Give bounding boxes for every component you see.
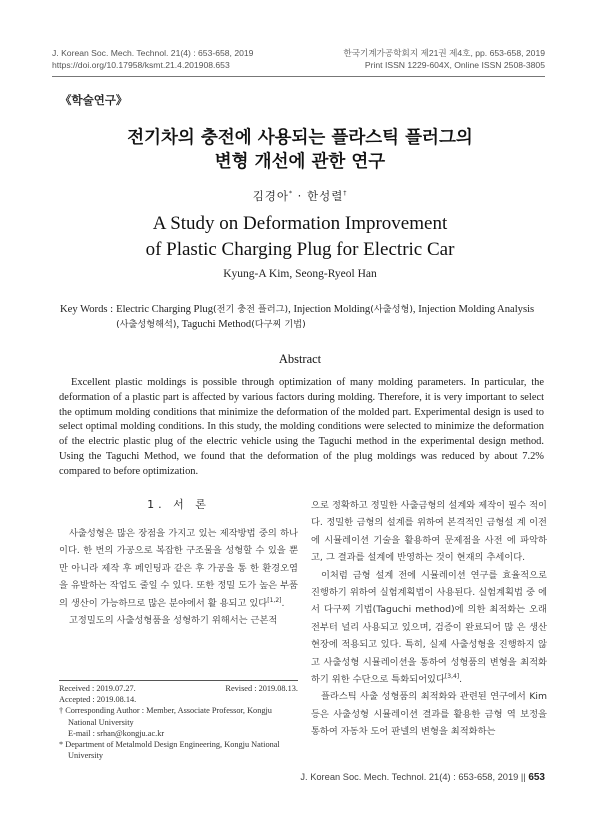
keyword-en: Electric Charging Plug bbox=[116, 304, 213, 315]
korean-title bbox=[0, 126, 600, 174]
abstract-text: Excellent plastic moldings is possible through optimization of many molding parameters. In particular, the deformation of a plastic part is affected by various factors during molding. Therefore, it is very important to select the optimum molding conditions that minimize the deformation of the molded part. Experimental design is used to select optimal molding conditions. In this study, the molding conditions were selected to minimize the deformation of the electric plastic plug of the electric vehicle using the Taguchi method in the experimental design method. Using the Taguchi Method, we found that the deformation of the plug moldings was reduced by about 7.2% compared to before optimization. bbox=[59, 377, 544, 477]
text-line: 고정밀도의 사출성형품을 성형하기 위해서는 근본적 bbox=[69, 615, 278, 627]
text-line: 있을 뿐만 아니라 제작 후 페인팅과 같은 후 가공을 통 bbox=[59, 545, 299, 574]
page-footer bbox=[300, 772, 545, 783]
department-note: * Department of Metalmold Design Engineering, Kongju National bbox=[59, 740, 280, 750]
journal-citation: J. Korean Soc. Mech. Technol. 21(4) : 653-658, 2019 bbox=[52, 48, 254, 58]
korean-authors bbox=[0, 188, 600, 204]
text-line: 적이다. 정밀한 금형의 설계를 위하여 본격적인 금형설 bbox=[311, 500, 547, 529]
author2-ko: 한성렬 bbox=[306, 189, 344, 203]
text-line: 용되고 있다 bbox=[219, 597, 268, 609]
text-line: 한 환경오염을 유발하는 작업도 줄일 수 있다. 또한 정밀 bbox=[59, 562, 298, 592]
keywords-block bbox=[60, 302, 550, 332]
keyword-en: Taguchi Method bbox=[181, 319, 252, 330]
text-line: 에 파악하고, 그 결과를 설계에 반영하는 것이 현재의 bbox=[311, 534, 547, 564]
section-tag: 《학술연구》 bbox=[60, 95, 128, 107]
english-title bbox=[0, 211, 600, 263]
text-line: 도가 높은 부품의 생산이 가능하므로 많은 분야에서 활 bbox=[59, 580, 298, 609]
text-line: 은 생산 현장에 적용되고 있다. 특히, 실제 사출성형을 bbox=[311, 621, 547, 651]
keywords-list bbox=[113, 302, 534, 332]
text-line: . bbox=[281, 597, 285, 609]
revised-date: Revised : 2019.08.13. bbox=[225, 684, 298, 693]
text-line: 오래전부터 널리 사용되고 있으며, 검증이 완료되어 많 bbox=[311, 604, 547, 633]
text-line: 계 이전에 시뮬레이션 기술을 활용하여 문제점을 사전 bbox=[311, 517, 547, 546]
corresponding-affiliation: National University bbox=[68, 717, 134, 727]
keyword-ko: (사출성형) bbox=[370, 304, 413, 315]
intro-paragraph-1 bbox=[59, 525, 298, 612]
running-header bbox=[52, 47, 545, 71]
author1-mark: * bbox=[289, 190, 294, 198]
text-line: 하나이다. 한 번의 가공으로 복잡한 구조물을 성형할 수 bbox=[59, 528, 298, 557]
abstract-heading: Abstract bbox=[278, 352, 322, 366]
text-line: 추세이다. bbox=[486, 552, 526, 564]
footer-citation: J. Korean Soc. Mech. Technol. 21(4) : 653-658, 2019 || bbox=[300, 772, 526, 782]
right-paragraph-2 bbox=[311, 567, 547, 689]
keyword-ko: (다구찌 기법) bbox=[251, 319, 306, 330]
keyword-separator: , bbox=[288, 304, 294, 315]
received-date: Received : 2019.07.27. bbox=[59, 684, 136, 693]
text-line: 진행하기 위하여 실험계획법이 사용된다. 실험계획법 중 bbox=[311, 587, 535, 599]
right-paragraph-3 bbox=[311, 688, 547, 740]
corresponding-author: † Corresponding Author : Member, Associate Professor, Kongju bbox=[59, 706, 272, 716]
citation-ref: [1,2] bbox=[267, 596, 282, 604]
keyword-ko: (사출성형해석) bbox=[116, 319, 177, 330]
text-line: 진행하지 않고 사출성형 시뮬레이션을 통하여 성형품의 bbox=[311, 639, 547, 668]
english-title-line1: A Study on Deformation Improvement bbox=[152, 213, 448, 234]
english-authors: Kyung-A Kim, Seong-Ryeol Han bbox=[223, 268, 377, 280]
intro-paragraph-2 bbox=[59, 612, 298, 629]
text-line: 플라스틱 사출 성형품의 최적화와 관련된 연구에서 bbox=[321, 691, 526, 703]
footnotes bbox=[59, 683, 298, 761]
keyword-separator: , bbox=[412, 304, 419, 315]
text-line: . bbox=[459, 674, 463, 686]
author2-mark: † bbox=[343, 190, 348, 198]
keyword-en: Injection Molding Analysis bbox=[418, 304, 535, 315]
text-line: Kim 등은 사출성형 시뮬레이션 결과를 활용한 금형 역 bbox=[311, 691, 547, 720]
doi-link[interactable]: https://doi.org/10.17958/ksmt.21.4.201908.653 bbox=[52, 60, 230, 70]
footnote-divider bbox=[59, 680, 298, 681]
keyword-ko: (전기 충전 플러그) bbox=[213, 304, 289, 315]
text-line: 에서 다구찌 기법(Taguchi method)에 의한 최적화는 bbox=[311, 587, 547, 616]
korean-title-line1: 전기차의 충전에 사용되는 플라스틱 플러그의 bbox=[127, 128, 473, 148]
keyword-separator: , bbox=[176, 319, 182, 330]
issn-info: Print ISSN 1229-604X, Online ISSN 2508-3805 bbox=[364, 60, 545, 70]
page-number: 653 bbox=[528, 772, 545, 783]
english-title-line2: of Plastic Charging Plug for Electric Car bbox=[145, 239, 455, 260]
accepted-date: Accepted : 2019.08.14. bbox=[59, 695, 137, 705]
citation-ref: [3,4] bbox=[444, 672, 460, 680]
section-heading: 1. 서 론 bbox=[147, 498, 210, 511]
text-line: 으로 정확하고 정밀한 사출금형의 설계와 제작이 필수 bbox=[311, 500, 527, 511]
text-line: 변형을 최적화하기 위한 수단으로 특화되어있다 bbox=[311, 656, 547, 686]
text-line: 보정을 통하여 자동차 도어 판넬의 변형을 최적화하는 bbox=[311, 708, 547, 738]
author1-ko: 김경아 bbox=[252, 189, 290, 203]
text-line: 사출성형은 많은 장점을 가지고 있는 제작방법 중의 bbox=[69, 528, 277, 539]
text-line: 이처럼 금형 설계 전에 시뮬레이션 연구를 효율적으로 bbox=[321, 569, 547, 581]
left-column bbox=[59, 496, 298, 629]
korean-title-line2: 변형 개선에 관한 연구 bbox=[214, 152, 386, 172]
keyword-en: Injection Molding bbox=[293, 304, 371, 315]
journal-citation-ko: 한국기계가공학회지 제21권 제4호, pp. 653-658, 2019 bbox=[343, 48, 545, 58]
right-paragraph-1 bbox=[311, 497, 547, 567]
author-separator: · bbox=[293, 189, 307, 203]
email-address[interactable]: E-mail : srhan@kongju.ac.kr bbox=[68, 728, 165, 738]
keywords-label: Key Words : bbox=[60, 304, 114, 315]
right-column bbox=[311, 497, 547, 741]
header-divider bbox=[52, 76, 545, 77]
department-affiliation: University bbox=[68, 751, 104, 761]
